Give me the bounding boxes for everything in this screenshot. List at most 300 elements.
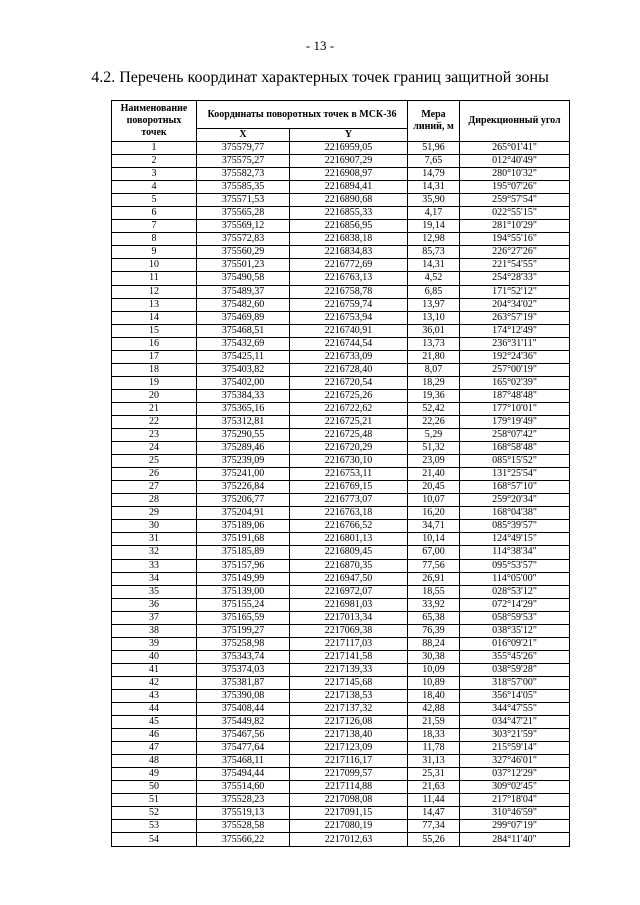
cell-direction-angle: 299°07'19" <box>460 820 570 833</box>
cell-x: 375139,00 <box>197 585 290 598</box>
table-row <box>112 402 570 415</box>
cell-direction-angle: 194°55'16" <box>460 233 570 246</box>
cell-direction-angle: 012°40'49" <box>460 155 570 168</box>
section-title: 4.2. Перечень координат характерных точек границ защитной зоны <box>91 69 549 86</box>
cell-direction-angle: 318°57'00" <box>460 676 570 689</box>
table-row <box>112 455 570 468</box>
table-row <box>112 194 570 207</box>
cell-y: 2217139,33 <box>290 663 408 676</box>
table-row <box>112 585 570 598</box>
cell-direction-angle: 195°07'26" <box>460 181 570 194</box>
cell-x: 375199,27 <box>197 624 290 637</box>
cell-point-number: 7 <box>112 220 197 233</box>
cell-x: 375185,89 <box>197 546 290 559</box>
header-line-length: Мера линий, м <box>408 101 460 142</box>
table-row <box>112 155 570 168</box>
cell-line-length: 51,96 <box>408 142 460 155</box>
table-row <box>112 663 570 676</box>
cell-line-length: 11,78 <box>408 742 460 755</box>
cell-point-number: 48 <box>112 755 197 768</box>
cell-line-length: 18,55 <box>408 585 460 598</box>
cell-line-length: 19,36 <box>408 389 460 402</box>
cell-direction-angle: 215°59'14" <box>460 742 570 755</box>
cell-y: 2216801,13 <box>290 533 408 546</box>
cell-direction-angle: 174°12'49" <box>460 324 570 337</box>
cell-line-length: 51,32 <box>408 442 460 455</box>
cell-direction-angle: 072°14'29" <box>460 598 570 611</box>
cell-x: 375585,35 <box>197 181 290 194</box>
cell-point-number: 27 <box>112 481 197 494</box>
table-row <box>112 259 570 272</box>
cell-line-length: 18,29 <box>408 376 460 389</box>
table-row <box>112 546 570 559</box>
table-row <box>112 637 570 650</box>
cell-y: 2216769,15 <box>290 481 408 494</box>
cell-x: 375494,44 <box>197 768 290 781</box>
cell-y: 2216907,29 <box>290 155 408 168</box>
table-row <box>112 781 570 794</box>
cell-x: 375157,96 <box>197 559 290 572</box>
cell-x: 375467,56 <box>197 729 290 742</box>
cell-line-length: 25,31 <box>408 768 460 781</box>
table-row <box>112 363 570 376</box>
cell-x: 375571,53 <box>197 194 290 207</box>
cell-line-length: 36,01 <box>408 324 460 337</box>
cell-y: 2216894,41 <box>290 181 408 194</box>
table-row <box>112 794 570 807</box>
cell-direction-angle: 028°53'12" <box>460 585 570 598</box>
cell-direction-angle: 168°57'10" <box>460 481 570 494</box>
cell-point-number: 16 <box>112 337 197 350</box>
cell-point-number: 46 <box>112 729 197 742</box>
cell-x: 375468,51 <box>197 324 290 337</box>
cell-point-number: 29 <box>112 507 197 520</box>
cell-line-length: 23,09 <box>408 455 460 468</box>
cell-point-number: 38 <box>112 624 197 637</box>
cell-point-number: 50 <box>112 781 197 794</box>
table-row <box>112 507 570 520</box>
table-row <box>112 442 570 455</box>
table-row <box>112 285 570 298</box>
cell-direction-angle: 254°28'33" <box>460 272 570 285</box>
cell-point-number: 53 <box>112 820 197 833</box>
cell-line-length: 13,10 <box>408 311 460 324</box>
cell-y: 2216773,07 <box>290 494 408 507</box>
cell-y: 2217137,32 <box>290 703 408 716</box>
cell-line-length: 11,44 <box>408 794 460 807</box>
table-row <box>112 559 570 572</box>
cell-line-length: 55,26 <box>408 833 460 846</box>
cell-point-number: 33 <box>112 559 197 572</box>
cell-line-length: 4,52 <box>408 272 460 285</box>
cell-y: 2216730,10 <box>290 455 408 468</box>
cell-line-length: 34,71 <box>408 520 460 533</box>
cell-y: 2217080,19 <box>290 820 408 833</box>
table-row <box>112 611 570 624</box>
cell-direction-angle: 259°57'54" <box>460 194 570 207</box>
table-row <box>112 233 570 246</box>
table-row <box>112 142 570 155</box>
cell-y: 2216722,62 <box>290 402 408 415</box>
cell-line-length: 14,31 <box>408 259 460 272</box>
cell-y: 2217145,68 <box>290 676 408 689</box>
cell-point-number: 20 <box>112 389 197 402</box>
cell-point-number: 22 <box>112 415 197 428</box>
table-row <box>112 520 570 533</box>
cell-y: 2216753,94 <box>290 311 408 324</box>
cell-line-length: 26,91 <box>408 572 460 585</box>
cell-direction-angle: 265°01'41" <box>460 142 570 155</box>
cell-line-length: 21,63 <box>408 781 460 794</box>
cell-point-number: 41 <box>112 663 197 676</box>
cell-direction-angle: 114°05'00" <box>460 572 570 585</box>
cell-line-length: 33,92 <box>408 598 460 611</box>
cell-point-number: 3 <box>112 168 197 181</box>
header-coordinates-group: Координаты поворотных точек в МСК-36 <box>197 101 408 129</box>
cell-x: 375432,69 <box>197 337 290 350</box>
cell-point-number: 11 <box>112 272 197 285</box>
cell-direction-angle: 309°02'45" <box>460 781 570 794</box>
cell-y: 2216763,18 <box>290 507 408 520</box>
table-row <box>112 755 570 768</box>
table-row <box>112 742 570 755</box>
cell-line-length: 12,98 <box>408 233 460 246</box>
table-row <box>112 389 570 402</box>
cell-y: 2217123,09 <box>290 742 408 755</box>
cell-line-length: 10,09 <box>408 663 460 676</box>
cell-point-number: 40 <box>112 650 197 663</box>
cell-line-length: 52,42 <box>408 402 460 415</box>
cell-direction-angle: 226°27'26" <box>460 246 570 259</box>
cell-y: 2217114,88 <box>290 781 408 794</box>
cell-line-length: 30,38 <box>408 650 460 663</box>
cell-point-number: 54 <box>112 833 197 846</box>
cell-y: 2216753,11 <box>290 468 408 481</box>
cell-y: 2216959,05 <box>290 142 408 155</box>
cell-y: 2216981,03 <box>290 598 408 611</box>
cell-point-number: 32 <box>112 546 197 559</box>
cell-direction-angle: 022°55'15" <box>460 207 570 220</box>
cell-point-number: 31 <box>112 533 197 546</box>
cell-x: 375206,77 <box>197 494 290 507</box>
cell-line-length: 13,97 <box>408 298 460 311</box>
cell-y: 2216766,52 <box>290 520 408 533</box>
cell-x: 375239,09 <box>197 455 290 468</box>
cell-x: 375469,89 <box>197 311 290 324</box>
cell-direction-angle: 284°11'40" <box>460 833 570 846</box>
cell-point-number: 13 <box>112 298 197 311</box>
cell-x: 375482,60 <box>197 298 290 311</box>
cell-point-number: 44 <box>112 703 197 716</box>
cell-y: 2216870,35 <box>290 559 408 572</box>
cell-direction-angle: 131°25'54" <box>460 468 570 481</box>
cell-y: 2217138,40 <box>290 729 408 742</box>
cell-x: 375204,91 <box>197 507 290 520</box>
cell-direction-angle: 192°24'36" <box>460 350 570 363</box>
cell-y: 2216855,33 <box>290 207 408 220</box>
cell-x: 375566,22 <box>197 833 290 846</box>
cell-line-length: 4,17 <box>408 207 460 220</box>
table-row <box>112 181 570 194</box>
cell-direction-angle: 037°12'29" <box>460 768 570 781</box>
table-row <box>112 598 570 611</box>
cell-line-length: 77,34 <box>408 820 460 833</box>
header-y: Y <box>290 129 408 142</box>
cell-direction-angle: 177°10'01" <box>460 402 570 415</box>
cell-x: 375489,37 <box>197 285 290 298</box>
cell-point-number: 26 <box>112 468 197 481</box>
cell-direction-angle: 257°00'19" <box>460 363 570 376</box>
cell-point-number: 8 <box>112 233 197 246</box>
cell-line-length: 20,45 <box>408 481 460 494</box>
cell-direction-angle: 114°38'34" <box>460 546 570 559</box>
cell-direction-angle: 038°35'12" <box>460 624 570 637</box>
table-row <box>112 376 570 389</box>
cell-point-number: 49 <box>112 768 197 781</box>
cell-y: 2216744,54 <box>290 337 408 350</box>
cell-direction-angle: 236°31'11" <box>460 337 570 350</box>
cell-x: 375226,84 <box>197 481 290 494</box>
cell-line-length: 21,59 <box>408 716 460 729</box>
cell-direction-angle: 355°45'26" <box>460 650 570 663</box>
cell-y: 2217013,34 <box>290 611 408 624</box>
cell-x: 375468,11 <box>197 755 290 768</box>
cell-point-number: 52 <box>112 807 197 820</box>
cell-x: 375490,58 <box>197 272 290 285</box>
cell-point-number: 19 <box>112 376 197 389</box>
table-row <box>112 337 570 350</box>
table-body <box>112 142 570 847</box>
table-row <box>112 572 570 585</box>
cell-line-length: 5,29 <box>408 429 460 442</box>
cell-x: 375425,11 <box>197 350 290 363</box>
cell-line-length: 85,73 <box>408 246 460 259</box>
cell-direction-angle: 356°14'05" <box>460 689 570 702</box>
cell-y: 2217141,58 <box>290 650 408 663</box>
cell-x: 375579,77 <box>197 142 290 155</box>
cell-line-length: 14,79 <box>408 168 460 181</box>
cell-y: 2216733,09 <box>290 350 408 363</box>
table-row <box>112 168 570 181</box>
cell-y: 2216720,54 <box>290 376 408 389</box>
table-row <box>112 429 570 442</box>
cell-y: 2216740,91 <box>290 324 408 337</box>
page-number: - 13 - <box>305 38 335 53</box>
cell-point-number: 17 <box>112 350 197 363</box>
cell-direction-angle: 327°46'01" <box>460 755 570 768</box>
cell-point-number: 42 <box>112 676 197 689</box>
table-row <box>112 246 570 259</box>
cell-y: 2217117,03 <box>290 637 408 650</box>
cell-line-length: 31,13 <box>408 755 460 768</box>
cell-direction-angle: 179°19'49" <box>460 415 570 428</box>
cell-x: 375402,00 <box>197 376 290 389</box>
cell-point-number: 35 <box>112 585 197 598</box>
cell-x: 375381,87 <box>197 676 290 689</box>
cell-direction-angle: 168°58'48" <box>460 442 570 455</box>
cell-x: 375560,29 <box>197 246 290 259</box>
table-row <box>112 350 570 363</box>
table-row <box>112 820 570 833</box>
cell-direction-angle: 034°47'21" <box>460 716 570 729</box>
cell-x: 375374,03 <box>197 663 290 676</box>
cell-y: 2216856,95 <box>290 220 408 233</box>
cell-point-number: 51 <box>112 794 197 807</box>
cell-line-length: 8,07 <box>408 363 460 376</box>
table-row <box>112 533 570 546</box>
cell-direction-angle: 085°39'57" <box>460 520 570 533</box>
cell-y: 2217138,53 <box>290 689 408 702</box>
cell-x: 375155,24 <box>197 598 290 611</box>
header-x: X <box>197 129 290 142</box>
cell-x: 375514,60 <box>197 781 290 794</box>
cell-point-number: 10 <box>112 259 197 272</box>
cell-x: 375501,23 <box>197 259 290 272</box>
cell-line-length: 19,14 <box>408 220 460 233</box>
cell-direction-angle: 310°46'59" <box>460 807 570 820</box>
cell-point-number: 15 <box>112 324 197 337</box>
cell-point-number: 28 <box>112 494 197 507</box>
cell-x: 375528,23 <box>197 794 290 807</box>
cell-direction-angle: 303°21'59" <box>460 729 570 742</box>
cell-line-length: 7,65 <box>408 155 460 168</box>
cell-direction-angle: 217°18'04" <box>460 794 570 807</box>
cell-direction-angle: 168°04'38" <box>460 507 570 520</box>
cell-line-length: 22,26 <box>408 415 460 428</box>
cell-line-length: 10,89 <box>408 676 460 689</box>
cell-point-number: 18 <box>112 363 197 376</box>
cell-direction-angle: 165°02'39" <box>460 376 570 389</box>
cell-line-length: 10,14 <box>408 533 460 546</box>
cell-point-number: 30 <box>112 520 197 533</box>
cell-y: 2216809,45 <box>290 546 408 559</box>
cell-y: 2216720,29 <box>290 442 408 455</box>
cell-point-number: 43 <box>112 689 197 702</box>
header-direction-angle: Дирекционный угол <box>460 101 570 142</box>
table-row <box>112 703 570 716</box>
cell-y: 2217069,38 <box>290 624 408 637</box>
cell-y: 2217091,15 <box>290 807 408 820</box>
cell-x: 375149,99 <box>197 572 290 585</box>
cell-point-number: 36 <box>112 598 197 611</box>
cell-y: 2217098,08 <box>290 794 408 807</box>
cell-point-number: 4 <box>112 181 197 194</box>
cell-direction-angle: 058°59'53" <box>460 611 570 624</box>
cell-point-number: 2 <box>112 155 197 168</box>
cell-x: 375343,74 <box>197 650 290 663</box>
cell-y: 2216834,83 <box>290 246 408 259</box>
cell-line-length: 65,38 <box>408 611 460 624</box>
cell-direction-angle: 280°10'32" <box>460 168 570 181</box>
cell-line-length: 67,00 <box>408 546 460 559</box>
cell-x: 375569,12 <box>197 220 290 233</box>
cell-direction-angle: 171°52'12" <box>460 285 570 298</box>
cell-direction-angle: 085°15'52" <box>460 455 570 468</box>
cell-y: 2216890,68 <box>290 194 408 207</box>
cell-x: 375191,68 <box>197 533 290 546</box>
table-row <box>112 272 570 285</box>
cell-direction-angle: 259°20'34" <box>460 494 570 507</box>
cell-direction-angle: 038°59'28" <box>460 663 570 676</box>
cell-line-length: 10,07 <box>408 494 460 507</box>
cell-y: 2216947,50 <box>290 572 408 585</box>
cell-x: 375449,82 <box>197 716 290 729</box>
cell-line-length: 6,85 <box>408 285 460 298</box>
cell-point-number: 21 <box>112 402 197 415</box>
cell-x: 375390,08 <box>197 689 290 702</box>
cell-x: 375572,83 <box>197 233 290 246</box>
table-row <box>112 768 570 781</box>
cell-line-length: 13,73 <box>408 337 460 350</box>
table-row <box>112 415 570 428</box>
cell-y: 2216763,13 <box>290 272 408 285</box>
table-row <box>112 324 570 337</box>
table-row <box>112 494 570 507</box>
cell-x: 375519,13 <box>197 807 290 820</box>
table-row <box>112 468 570 481</box>
cell-line-length: 77,56 <box>408 559 460 572</box>
cell-x: 375289,46 <box>197 442 290 455</box>
table-row <box>112 207 570 220</box>
cell-point-number: 14 <box>112 311 197 324</box>
table-row <box>112 220 570 233</box>
cell-point-number: 9 <box>112 246 197 259</box>
cell-line-length: 21,80 <box>408 350 460 363</box>
cell-point-number: 1 <box>112 142 197 155</box>
cell-line-length: 21,40 <box>408 468 460 481</box>
table-row <box>112 624 570 637</box>
cell-direction-angle: 281°10'29" <box>460 220 570 233</box>
cell-y: 2216728,40 <box>290 363 408 376</box>
cell-point-number: 5 <box>112 194 197 207</box>
table-row <box>112 481 570 494</box>
cell-y: 2216838,18 <box>290 233 408 246</box>
cell-x: 375189,06 <box>197 520 290 533</box>
cell-direction-angle: 016°09'21" <box>460 637 570 650</box>
cell-x: 375477,64 <box>197 742 290 755</box>
cell-direction-angle: 221°54'55" <box>460 259 570 272</box>
cell-x: 375290,55 <box>197 429 290 442</box>
cell-x: 375384,33 <box>197 389 290 402</box>
cell-y: 2217126,08 <box>290 716 408 729</box>
coordinates-table <box>111 100 570 847</box>
cell-direction-angle: 124°49'15" <box>460 533 570 546</box>
cell-direction-angle: 344°47'55" <box>460 703 570 716</box>
cell-point-number: 12 <box>112 285 197 298</box>
cell-y: 2216725,48 <box>290 429 408 442</box>
cell-y: 2217012,63 <box>290 833 408 846</box>
cell-y: 2216908,97 <box>290 168 408 181</box>
cell-x: 375365,16 <box>197 402 290 415</box>
cell-y: 2216759,74 <box>290 298 408 311</box>
cell-point-number: 24 <box>112 442 197 455</box>
cell-x: 375408,44 <box>197 703 290 716</box>
cell-point-number: 37 <box>112 611 197 624</box>
cell-y: 2217116,17 <box>290 755 408 768</box>
cell-line-length: 14,47 <box>408 807 460 820</box>
cell-direction-angle: 187°48'48" <box>460 389 570 402</box>
cell-direction-angle: 258°07'42" <box>460 429 570 442</box>
table-row <box>112 650 570 663</box>
cell-line-length: 88,24 <box>408 637 460 650</box>
cell-point-number: 25 <box>112 455 197 468</box>
cell-y: 2216772,69 <box>290 259 408 272</box>
table-row <box>112 729 570 742</box>
cell-x: 375312,81 <box>197 415 290 428</box>
cell-x: 375528,58 <box>197 820 290 833</box>
cell-y: 2216758,78 <box>290 285 408 298</box>
cell-point-number: 45 <box>112 716 197 729</box>
